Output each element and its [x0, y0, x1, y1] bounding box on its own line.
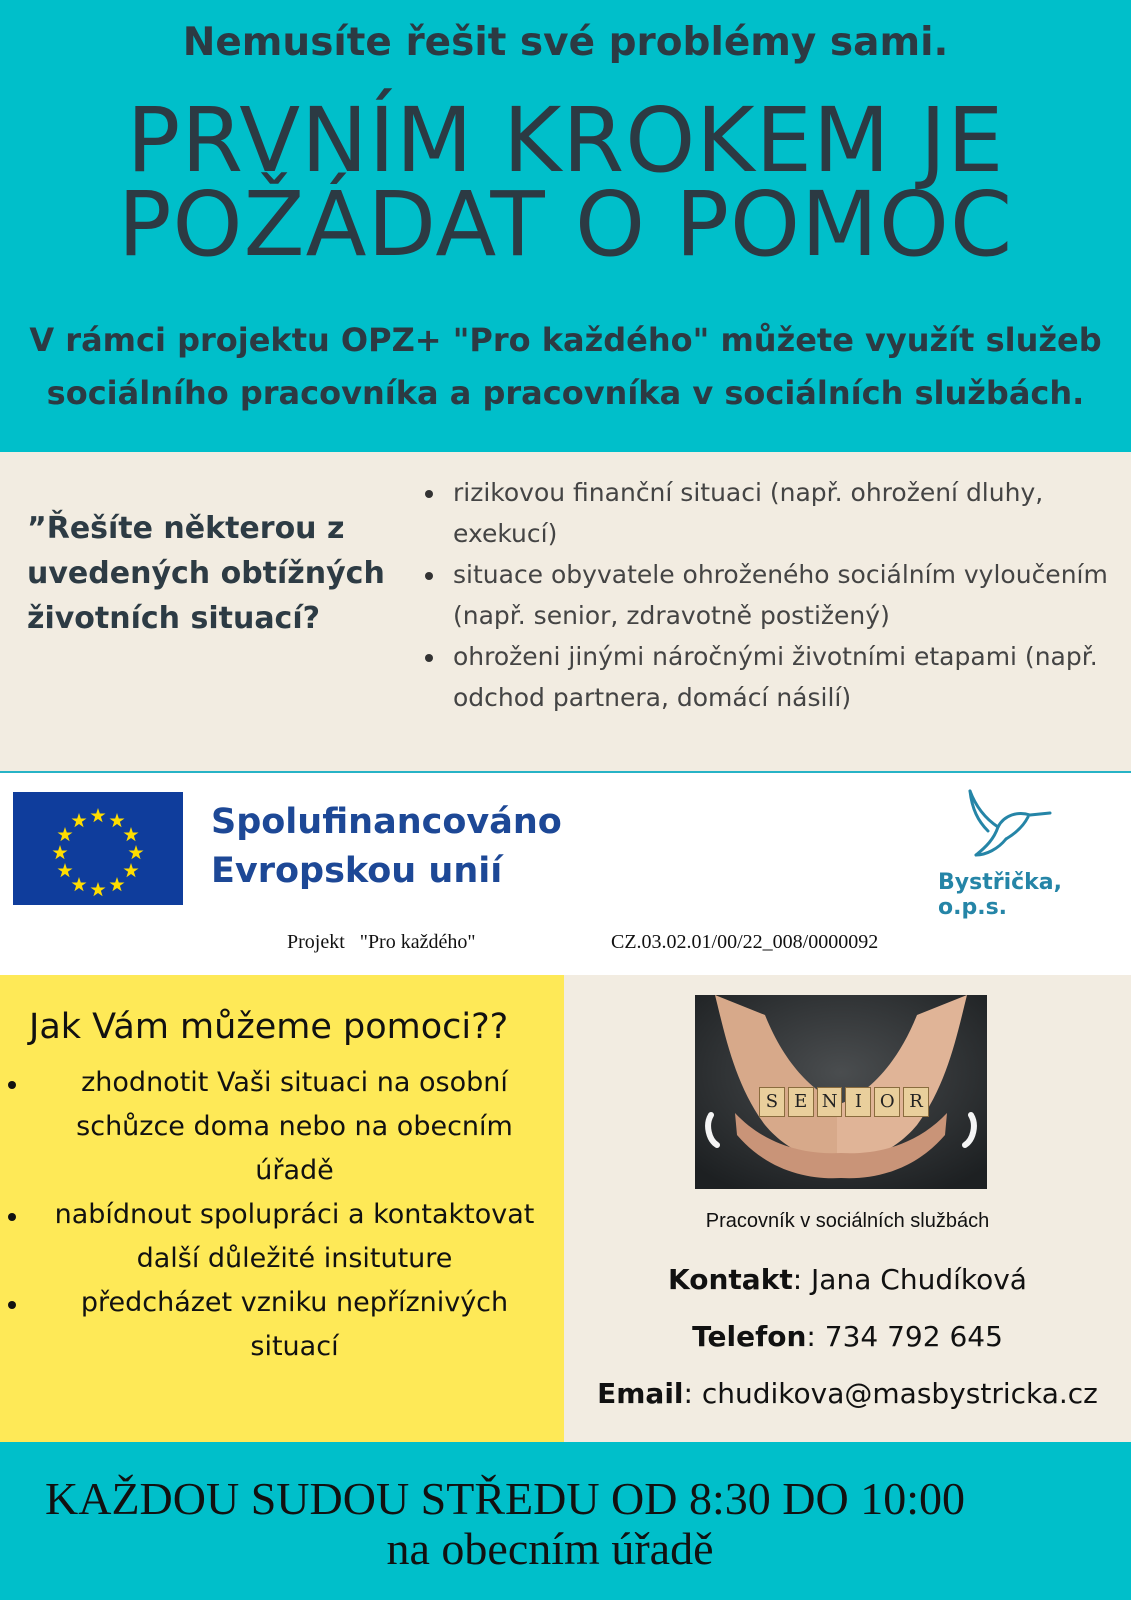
lead-line-1: V rámci projektu OPZ+ "Pro každého" můžete využít služeb	[29, 321, 1102, 359]
email-label: Email	[597, 1377, 684, 1410]
list-item: rizikovou finanční situaci (např. ohrožení dluhy, exekucí)	[420, 472, 1120, 554]
footer-banner	[0, 1442, 1131, 1600]
contact-section	[564, 975, 1131, 1442]
eu-line-1: Spolufinancováno	[211, 802, 562, 842]
lead-text	[20, 314, 1111, 420]
tile: O	[874, 1087, 900, 1117]
phone-label: Telefon	[692, 1320, 807, 1353]
tile: S	[759, 1087, 785, 1117]
tile: E	[788, 1087, 814, 1117]
funding-strip	[0, 773, 1131, 975]
eu-stars-icon	[13, 792, 183, 905]
help-section	[0, 975, 564, 1442]
email-value: : chudikova@masbystricka.cz	[683, 1377, 1098, 1410]
project-code: CZ.03.02.01/00/22_008/0000092	[611, 931, 879, 953]
headline-line-1: PRVNÍM KROKEM JE	[126, 88, 1005, 192]
eu-cofinanced-text	[211, 798, 562, 896]
list-item: zhodnotit Vaši situaci na osobní schůzce doma nebo na obecním úřadě	[0, 1061, 564, 1193]
footer-schedule: KAŽDOU SUDOU STŘEDU OD 8:30 DO 10:00	[45, 1473, 965, 1524]
list-item: předcházet vzniku nepříznivých situací	[0, 1281, 564, 1369]
list-item: nabídnout spolupráci a kontaktovat další důležité insituture	[0, 1193, 564, 1281]
headline-line-2: POŽÁDAT O POMOC	[117, 172, 1014, 276]
header-subtitle: Nemusíte řešit své problémy sami.	[182, 20, 949, 65]
contact-person	[564, 1263, 1131, 1296]
footer-location: na obecním úřadě	[386, 1523, 714, 1574]
hummingbird-logo-icon	[962, 789, 1052, 869]
org-name: Bystřička, o.p.s.	[938, 870, 1062, 920]
contact-phone	[564, 1320, 1131, 1353]
question-line-2: uvedených obtížných	[27, 556, 385, 591]
phone-value: : 734 792 645	[806, 1320, 1003, 1353]
tile: I	[845, 1087, 871, 1117]
question-line-1: ”Řešíte některou z	[27, 511, 345, 546]
problems-question	[27, 506, 397, 641]
senior-hands-photo	[695, 995, 987, 1189]
project-label: Projekt "Pro každého"	[287, 931, 476, 953]
list-item: ohroženi jinými náročnými životními etapami (např. odchod partnera, domácí násilí)	[420, 636, 1120, 718]
problems-list	[420, 472, 1120, 718]
question-line-3: životních situací?	[27, 601, 321, 636]
problems-section	[0, 452, 1131, 772]
tile: N	[817, 1087, 843, 1117]
eu-flag-icon	[13, 792, 183, 905]
contact-value: : Jana Chudíková	[792, 1263, 1027, 1296]
lead-line-2: sociálního pracovníka a pracovníka v sociálních službách.	[46, 374, 1085, 412]
eu-line-2: Evropskou unií	[211, 851, 503, 891]
headline	[0, 88, 1131, 276]
tile: R	[903, 1087, 929, 1117]
help-title: Jak Vám můžeme pomoci??	[29, 1007, 509, 1047]
help-list	[0, 1061, 564, 1369]
contact-email	[564, 1377, 1131, 1410]
header-banner	[0, 0, 1131, 452]
photo-caption: Pracovník v sociálních službách	[705, 1210, 990, 1232]
scrabble-tiles	[759, 1087, 929, 1117]
list-item: situace obyvatele ohroženého sociálním vyloučením (např. senior, zdravotně postižený)	[420, 554, 1120, 636]
contact-label: Kontakt	[668, 1263, 793, 1296]
